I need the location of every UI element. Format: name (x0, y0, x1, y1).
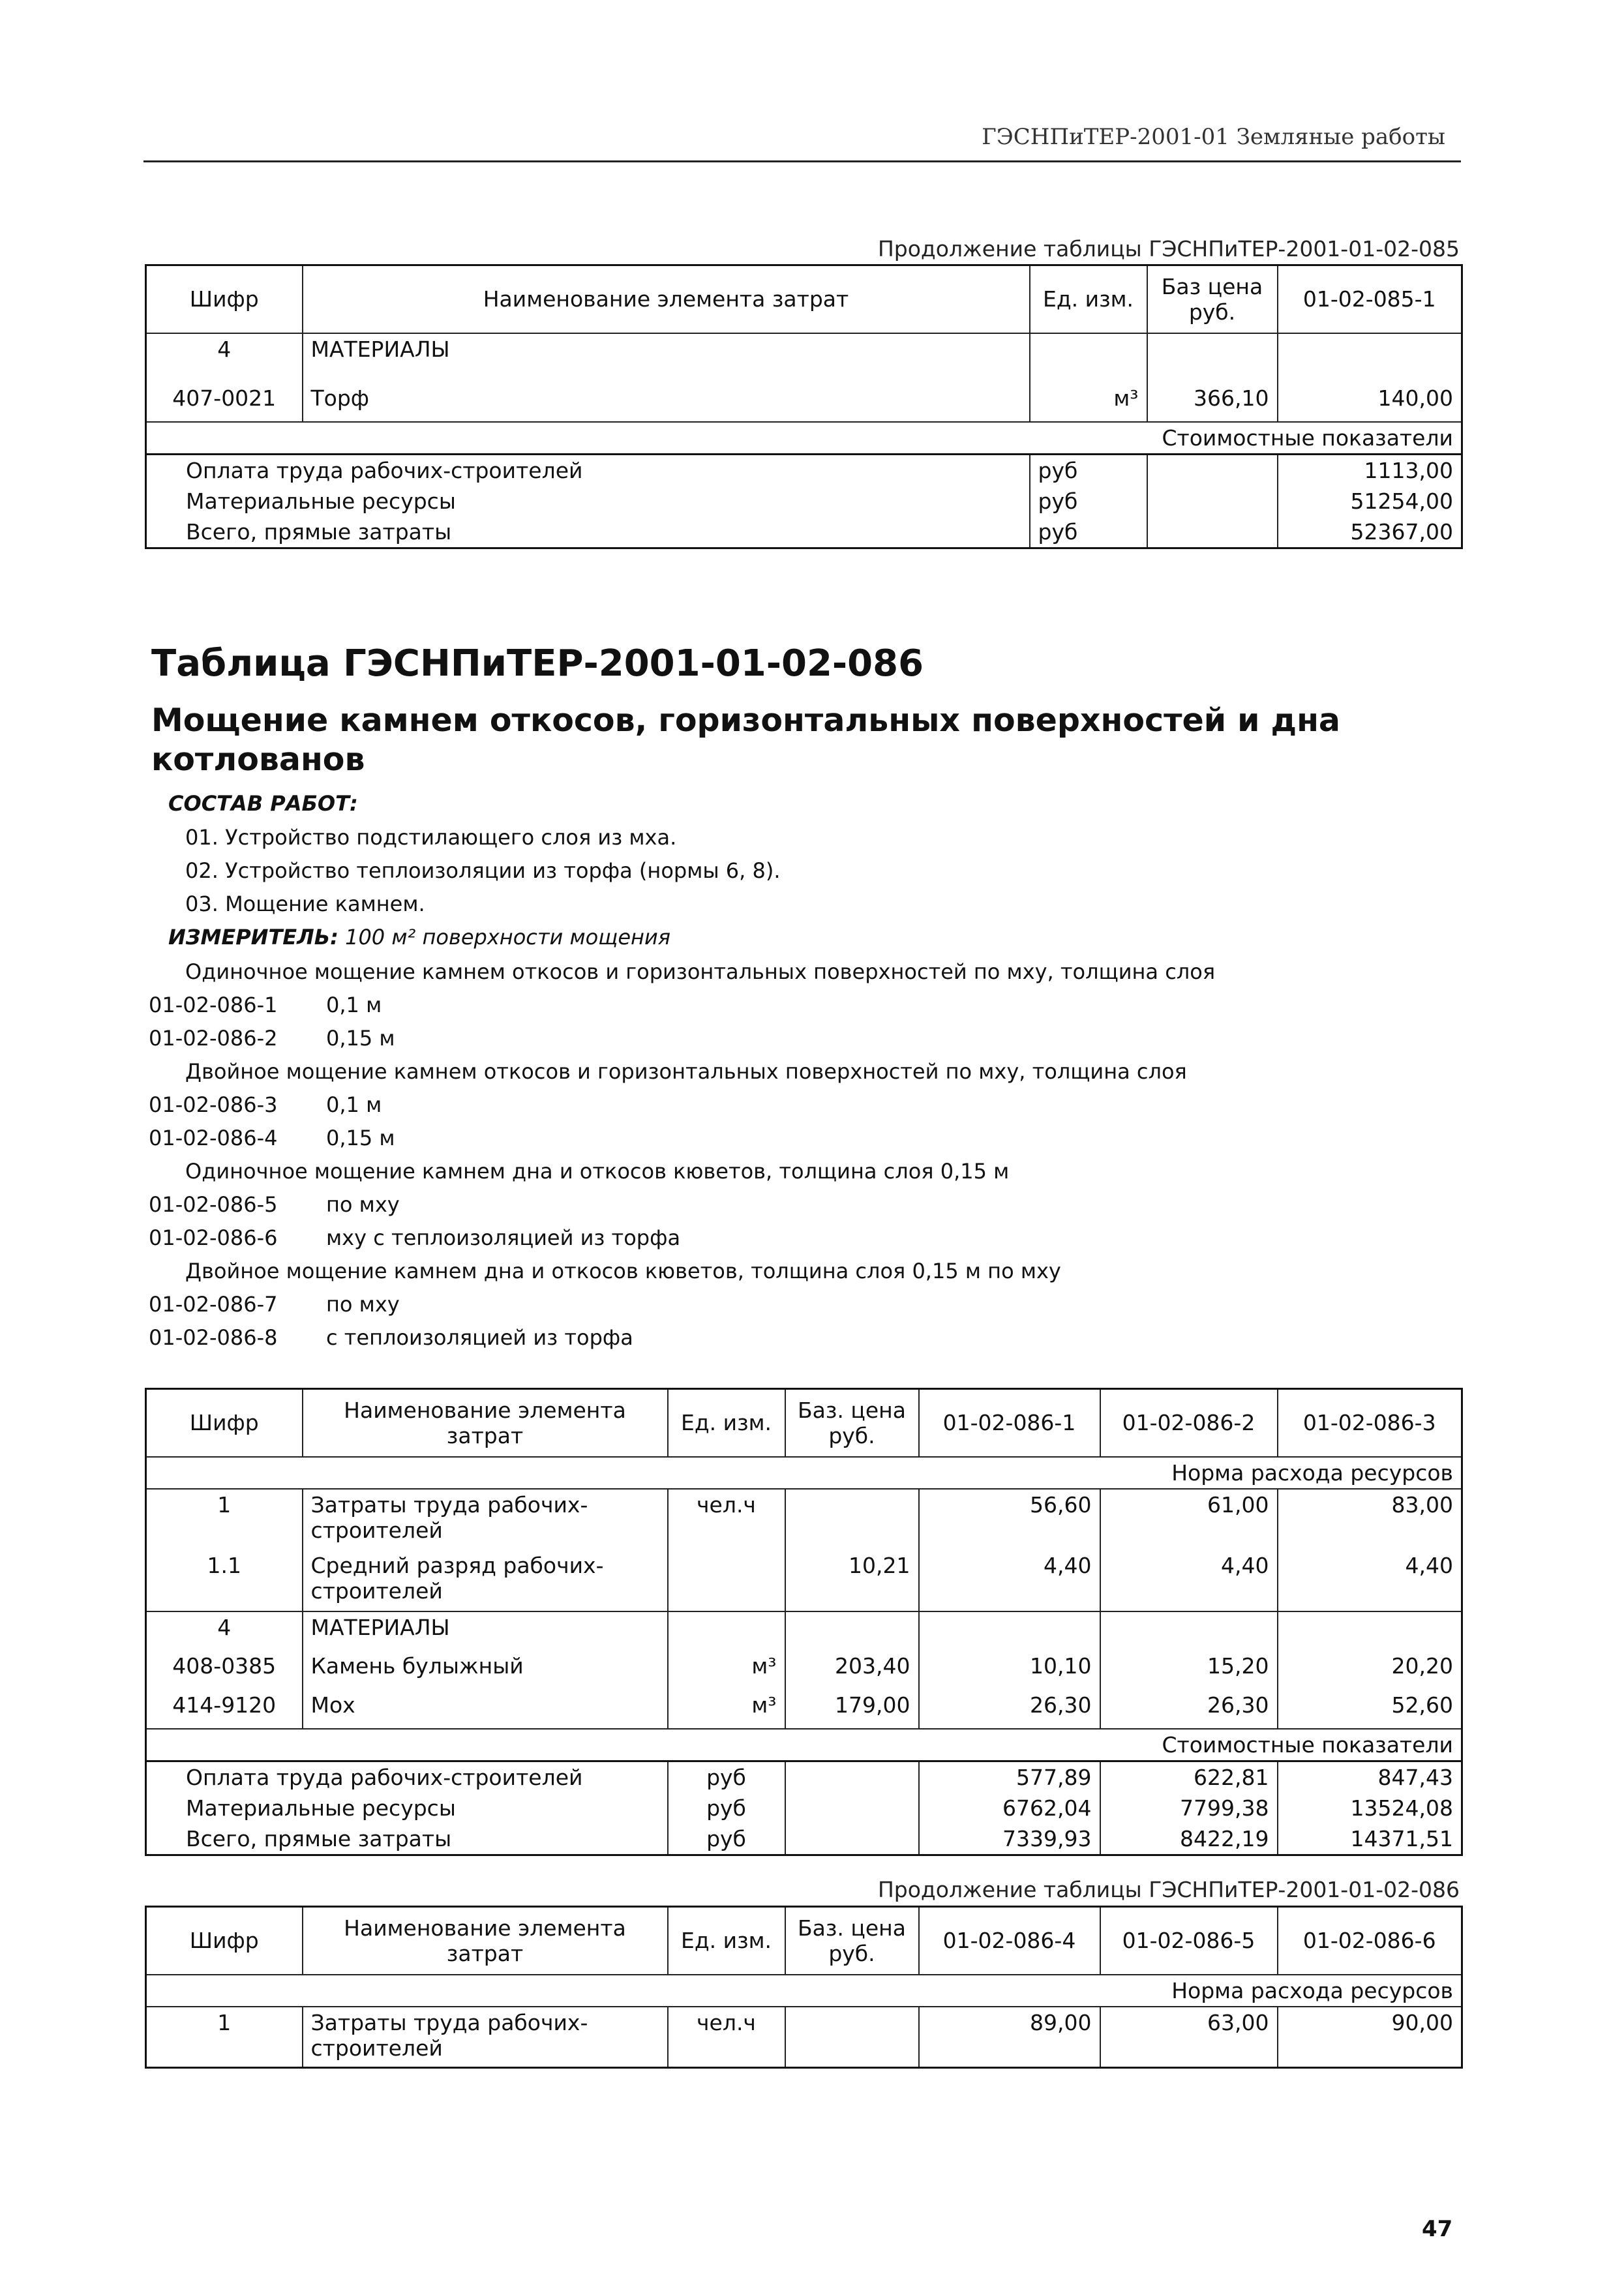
row-value-3: 83,00 (1278, 1489, 1462, 1550)
row-value-1: 10,10 (919, 1651, 1100, 1690)
code-line (149, 1225, 680, 1250)
row-value-1: 4,40 (919, 1550, 1100, 1611)
table-row (146, 1690, 1462, 1729)
totals-row (146, 1793, 1462, 1823)
total-value-1: 7339,93 (919, 1823, 1100, 1855)
total-unit: руб (668, 1823, 785, 1855)
row-value-1: 56,60 (919, 1489, 1100, 1550)
row-code: 1 (146, 2007, 303, 2068)
row-unit: м³ (668, 1651, 785, 1690)
row-price: 10,21 (785, 1550, 919, 1611)
section-code: 4 (146, 1611, 303, 1651)
header-col2: 01-02-086-2 (1100, 1389, 1278, 1457)
total-unit: руб (1030, 517, 1147, 548)
row-unit: чел.ч (668, 1489, 785, 1550)
running-header (143, 117, 1461, 162)
table-header-row (146, 1907, 1462, 1975)
header-col2: 01-02-086-5 (1100, 1907, 1278, 1975)
norm-desc: по мху (326, 1292, 400, 1317)
total-label: Всего, прямые затраты (146, 1823, 668, 1855)
total-value: 52367,00 (1278, 517, 1462, 548)
row-code: 408-0385 (146, 1651, 303, 1690)
header-unit: Ед. изм. (1030, 265, 1147, 333)
work-item: 03. Мощение камнем. (185, 891, 425, 916)
work-item: 02. Устройство теплоизоляции из торфа (нормы 6, 8). (185, 858, 781, 883)
row-value-3: 52,60 (1278, 1690, 1462, 1729)
section-row (146, 333, 1462, 383)
total-label: Оплата труда рабочих-строителей (146, 455, 1030, 487)
total-label: Оплата труда рабочих-строителей (146, 1761, 668, 1793)
cost-header: Стоимостные показатели (146, 422, 1462, 455)
header-col3: 01-02-086-3 (1278, 1389, 1462, 1457)
code-line (149, 1325, 633, 1350)
row-code: 414-9120 (146, 1690, 303, 1729)
norm-desc: по мху (326, 1192, 400, 1217)
norm-code: 01-02-086-3 (149, 1092, 278, 1117)
totals-row (146, 1823, 1462, 1855)
row-price: 203,40 (785, 1651, 919, 1690)
row-unit (668, 1550, 785, 1611)
total-label: Всего, прямые затраты (146, 517, 1030, 548)
header-name: Наименование элемента затрат (303, 1907, 668, 1975)
norm-desc: 0,15 м (326, 1026, 395, 1051)
header-col1: 01-02-086-1 (919, 1389, 1100, 1457)
row-value-1: 89,00 (919, 2007, 1100, 2068)
material-unit: м³ (1030, 383, 1147, 422)
work-composition-label: СОСТАВ РАБОТ: (168, 791, 358, 816)
meter-label: ИЗМЕРИТЕЛЬ: (168, 925, 338, 950)
cost-header-row (146, 1729, 1462, 1761)
table-header-row (146, 265, 1462, 333)
row-value-2: 15,20 (1100, 1651, 1278, 1690)
code-line (149, 1026, 395, 1051)
row-value-2: 61,00 (1100, 1489, 1278, 1550)
total-value-1: 577,89 (919, 1761, 1100, 1793)
norm-code: 01-02-086-7 (149, 1292, 278, 1317)
table-row (146, 383, 1462, 422)
total-value-1: 6762,04 (919, 1793, 1100, 1823)
norm-header: Норма расхода ресурсов (146, 1975, 1462, 2007)
row-value-1: 26,30 (919, 1690, 1100, 1729)
group-heading: Одиночное мощение камнем откосов и горизонтальных поверхностей по мху, толщина слоя (185, 959, 1216, 984)
header-unit: Ед. изм. (668, 1907, 785, 1975)
code-line (149, 993, 382, 1017)
code-line (149, 1092, 382, 1117)
row-value-3: 20,20 (1278, 1651, 1462, 1690)
table-row (146, 1651, 1462, 1690)
row-price: 179,00 (785, 1690, 919, 1729)
norm-code: 01-02-086-8 (149, 1325, 278, 1350)
total-value-3: 14371,51 (1278, 1823, 1462, 1855)
table-085-caption: Продолжение таблицы ГЭСНПиТЕР-2001-01-02-085 (877, 236, 1460, 262)
row-name: Камень булыжный (303, 1651, 668, 1690)
header-price: Баз. цена руб. (785, 1907, 919, 1975)
group-heading: Двойное мощение камнем откосов и горизонтальных поверхностей по мху, толщина слоя (185, 1059, 1187, 1084)
table-086-part2 (145, 1906, 1463, 2069)
norm-desc: 0,1 м (326, 1092, 382, 1117)
row-price (785, 1489, 919, 1550)
meter-line (168, 925, 670, 950)
totals-row (146, 455, 1462, 487)
table-title: Таблица ГЭСНПиТЕР-2001-01-02-086 (151, 642, 924, 685)
header-code: Шифр (146, 1389, 303, 1457)
table-086-part1 (145, 1388, 1463, 1856)
section-label: МАТЕРИАЛЫ (303, 1611, 668, 1651)
total-unit: руб (668, 1761, 785, 1793)
header-name: Наименование элемента затрат (303, 1389, 668, 1457)
table-row (146, 2007, 1462, 2068)
total-value-2: 7799,38 (1100, 1793, 1278, 1823)
row-value-3: 90,00 (1278, 2007, 1462, 2068)
table-row (146, 1489, 1462, 1550)
total-unit: руб (1030, 455, 1147, 487)
norm-code: 01-02-086-6 (149, 1225, 278, 1250)
material-name: Торф (303, 383, 1030, 422)
page-number: 47 (1422, 2216, 1453, 2242)
total-value-3: 13524,08 (1278, 1793, 1462, 1823)
row-value-2: 63,00 (1100, 2007, 1278, 2068)
total-value: 51254,00 (1278, 486, 1462, 517)
code-line (149, 1126, 395, 1150)
norm-code: 01-02-086-5 (149, 1192, 278, 1217)
row-name: Затраты труда рабочих-строителей (303, 2007, 668, 2068)
group-heading: Одиночное мощение камнем дна и откосов кюветов, толщина слоя 0,15 м (185, 1159, 1010, 1184)
cost-header: Стоимостные показатели (146, 1729, 1462, 1761)
total-value: 1113,00 (1278, 455, 1462, 487)
total-value-2: 8422,19 (1100, 1823, 1278, 1855)
row-name: Мох (303, 1690, 668, 1729)
work-item: 01. Устройство подстилающего слоя из мха. (185, 825, 677, 850)
row-code: 1.1 (146, 1550, 303, 1611)
row-name: Средний разряд рабочих-строителей (303, 1550, 668, 1611)
section-code: 4 (146, 333, 303, 383)
table-header-row (146, 1389, 1462, 1457)
norm-header-row (146, 1975, 1462, 2007)
header-code: Шифр (146, 265, 303, 333)
total-label: Материальные ресурсы (146, 486, 1030, 517)
section-label: МАТЕРИАЛЫ (303, 333, 1030, 383)
header-col3: 01-02-086-6 (1278, 1907, 1462, 1975)
material-code: 407-0021 (146, 383, 303, 422)
norm-desc: 0,1 м (326, 993, 382, 1017)
totals-row (146, 1761, 1462, 1793)
table-row (146, 1550, 1462, 1611)
total-label: Материальные ресурсы (146, 1793, 668, 1823)
totals-row (146, 517, 1462, 548)
totals-row (146, 486, 1462, 517)
row-value-3: 4,40 (1278, 1550, 1462, 1611)
row-value-2: 26,30 (1100, 1690, 1278, 1729)
total-value-3: 847,43 (1278, 1761, 1462, 1793)
header-col1: 01-02-085-1 (1278, 265, 1462, 333)
norm-code: 01-02-086-1 (149, 993, 278, 1017)
meter-value: 100 м² поверхности мощения (345, 925, 670, 950)
code-line (149, 1292, 400, 1317)
total-unit: руб (668, 1793, 785, 1823)
table-086-caption: Продолжение таблицы ГЭСНПиТЕР-2001-01-02-086 (877, 1877, 1460, 1902)
total-value-2: 622,81 (1100, 1761, 1278, 1793)
norm-desc: с теплоизоляцией из торфа (326, 1325, 633, 1350)
cost-header-row (146, 422, 1462, 455)
header-price: Баз цена руб. (1147, 265, 1278, 333)
row-unit: чел.ч (668, 2007, 785, 2068)
header-name: Наименование элемента затрат (303, 265, 1030, 333)
norm-code: 01-02-086-4 (149, 1126, 278, 1150)
norm-header-row (146, 1457, 1462, 1489)
header-unit: Ед. изм. (668, 1389, 785, 1457)
header-col1: 01-02-086-4 (919, 1907, 1100, 1975)
header-price: Баз. цена руб. (785, 1389, 919, 1457)
total-unit: руб (1030, 486, 1147, 517)
material-value: 140,00 (1278, 383, 1462, 422)
row-code: 1 (146, 1489, 303, 1550)
row-price (785, 2007, 919, 2068)
norm-desc: мху с теплоизоляцией из торфа (326, 1225, 681, 1250)
row-name: Затраты труда рабочих-строителей (303, 1489, 668, 1550)
section-row (146, 1611, 1462, 1651)
norm-desc: 0,15 м (326, 1126, 395, 1150)
norm-header: Норма расхода ресурсов (146, 1457, 1462, 1489)
row-value-2: 4,40 (1100, 1550, 1278, 1611)
group-heading: Двойное мощение камнем дна и откосов кюветов, толщина слоя 0,15 м по мху (185, 1259, 1061, 1283)
norm-code: 01-02-086-2 (149, 1026, 278, 1051)
table-subtitle: Мощение камнем откосов, горизонтальных поверхностей и дна котлованов (151, 702, 1341, 778)
code-line (149, 1192, 400, 1217)
row-unit: м³ (668, 1690, 785, 1729)
table-085 (145, 264, 1463, 549)
running-header-text: ГЭСНПиТЕР-2001-01 Земляные работы (982, 124, 1445, 150)
material-price: 366,10 (1147, 383, 1278, 422)
header-code: Шифр (146, 1907, 303, 1975)
